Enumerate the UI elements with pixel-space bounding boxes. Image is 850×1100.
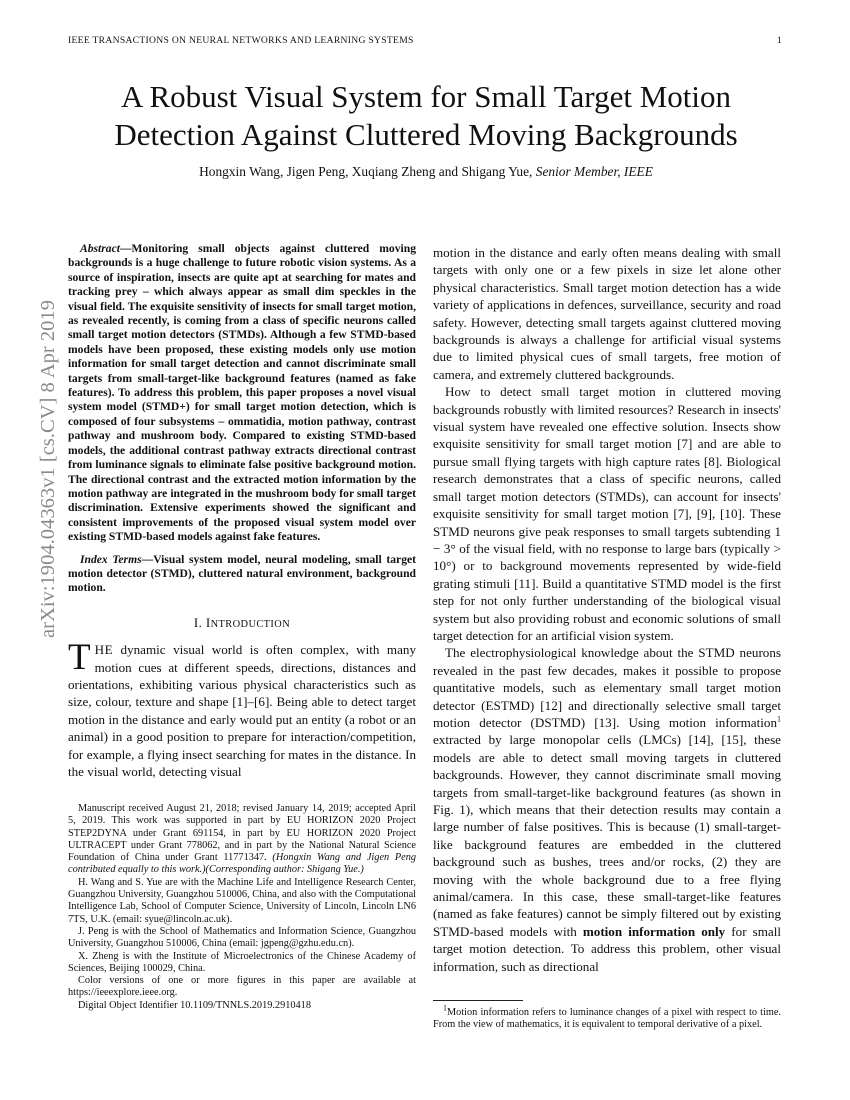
right-footnote: [433, 1000, 781, 1032]
arxiv-stamp-text: arXiv:1904.04363v1 [cs.CV] 8 Apr 2019: [37, 300, 59, 638]
index-terms-text: —Visual system model, neural modeling, small target motion detector (STMD), cluttered natural environment, background motion.: [68, 552, 416, 595]
footnote-color-versions: Color versions of one or more figures in this paper are available at https://ieeexplore.ieee.org.: [68, 975, 416, 999]
right-p3-part-c: for small target motion detection. To address this problem, other visual information, such as directional: [433, 923, 781, 974]
footnote-rule: [433, 1000, 523, 1001]
footnote-manuscript-italic: (Hongxin Wang and Jigen Peng contributed equally to this work.)(Corresponding author: Shigang Yue.): [68, 852, 416, 876]
footnote-manuscript-text: Manuscript received August 21, 2018; revised January 14, 2019; accepted April 5, 2019. This work was supported in part by EU HORIZON 2020 Project STEP2DYNA under Grant 691154, in part by EU HORIZON 2020 Project ULTRACEPT under Grant 778062, and in part by the National Natural Science Foundation of China under Grant 11771347.: [68, 803, 416, 864]
abstract-text: —Monitoring small objects against cluttered moving backgrounds is a huge challenge to future robotic vision systems. As a source of inspiration, insects are quite apt at searching for mates and tracking prey – which always appear as small dim speckles in the visual field. The exquisite sensitivity of insects for small target motion, as revealed recently, is coming from a class of specific neurons called small target motion detectors (STMDs). Although a few STMD-based models have been proposed, these existing models only use motion information for small target detection and cannot discriminate small targets from small-target-like background features (named as fake features). To address this problem, this paper proposes a novel visual system model (STMD+) for small target motion detection, which is composed of four subsystems – ommatidia, motion pathway, contrast pathway and mushroom body. Compared to existing STMD-based models, the additional contrast pathway extracts directional contrast from luminance signals to eliminate false positive background motion. The directional contrast and the extracted motion information by the motion pathway are integrated in the mushroom body for small target discrimination. Extensive experiments showed the significant and consistent improvements of the proposed visual system model over existing STMD-based models against fake features.: [68, 242, 416, 544]
section-number: I.: [193, 614, 206, 630]
section-title-cap: I: [205, 614, 211, 630]
footnote-1: [433, 1003, 781, 1032]
right-paragraph-2: How to detect small target motion in cluttered moving backgrounds robustly with limited resources? Research in insects' visual system have revealed one effective solution. Insects show exquisite sensitivity for small target motion [7] and are able to pursue small flying targets with high capture rates [8]. Biological research demonstrates that a class of specific neurons, called small target motion detectors (STMDs), can account for insects' exquisite sensitivity for small target motion [7], [9], [10]. These STMD neurons give peak responses to small targets subtending 1 − 3° of the visual field, with no response to large bars (typically > 10°) or to background movements represented by wide-field grating stimuli [11]. Build a quantitative STMD model is the first step for not only further understanding of the biological visual system but also providing robust and economic solutions of small target detection for an artificial vision system.: [433, 384, 781, 643]
left-column: [68, 242, 416, 780]
right-paragraph-3: [433, 644, 781, 975]
left-footnotes: [68, 803, 416, 1012]
journal-name: IEEE TRANSACTIONS ON NEURAL NETWORKS AND LEARNING SYSTEMS: [68, 35, 414, 46]
author-list: [68, 164, 784, 180]
footnote-1-text: Motion information refers to luminance changes of a pixel with respect to time. From the view of mathematics, it is equivalent to temporal derivative of a pixel.: [433, 1007, 781, 1031]
right-paragraph-1: motion in the distance and early often means dealing with small targets with only one or a few pixels in size let alone other physical characteristics. Small target motion detection has a wide variety of applications in defences, surveillance, security and road safety. However, detecting small targets against cluttered moving backgrounds is always a challenge for artificial visual systems due to limited physical cues of small targets, free motion of camera, and extremely cluttered backgrounds.: [433, 245, 781, 382]
right-p3-part-b: extracted by large monopolar cells (LMCs) [14], [15], these models are able to detect small moving targets in cluttered backgrounds. However, they cannot discriminate small moving targets from small-target-like background features (as shown in Fig. 1), which means that their detection results may contain a large number of false positives. This is because (1) small-target-like background features are embedded in the cluttered background such as bushes, trees and/or rocks, (2) they are moving with the whole background due to a free flying animal/camera. In this case, these small-target-like features (named as fake features) cannot be simply filtered out by existing STMD-based models with: [433, 732, 781, 939]
section-heading-introduction: [68, 614, 416, 633]
abstract-label: Abstract: [80, 242, 120, 255]
right-p3-part-a: The electrophysiological knowledge about the STMD neurons revealed in the past few decades, makes it possible to propose quantitative models, such as elementary small target motion detector (ESTMD) [12] and directionally selective small target motion detector (DSTMD) [13]. Using motion information: [433, 645, 781, 730]
running-head: [68, 35, 782, 46]
right-column: [433, 244, 781, 975]
dropcap: T: [68, 637, 91, 679]
right-p3-bold: motion information only: [582, 923, 726, 939]
footnote-affiliation-2: J. Peng is with the School of Mathematics and Information Science, Guangzhou University, Guangzhou 510006, China (email: jgpeng@gzhu.edu.cn).: [68, 925, 416, 950]
title-line-2: Detection Against Cluttered Moving Backgrounds: [114, 117, 738, 152]
footnote-affiliation-3: X. Zheng is with the Institute of Microelectronics of the Chinese Academy of Sciences, Beijing 100029, China.: [68, 950, 416, 974]
footnote-marker: 1: [777, 714, 781, 724]
author-names: Hongxin Wang, Jigen Peng, Xuqiang Zheng and Shigang Yue,: [199, 164, 533, 179]
title-line-1: A Robust Visual System for Small Target Motion: [121, 79, 731, 114]
section-title-rest: NTRODUCTION: [210, 618, 291, 630]
footnote-affiliation-1: H. Wang and S. Yue are with the Machine Life and Intelligence Research Center, Guangzhou University, Guangzhou 510006, China, and also with the Computational Intelligence Lab, School of Computer Science, University of Lincoln, Lincoln LN6 7TS, U.K. (email: syue@lincoln.ac.uk).: [68, 876, 416, 925]
index-terms-label: Index Terms: [80, 552, 142, 566]
arxiv-stamp-svg: [34, 300, 64, 650]
footnote-doi: Digital Object Identifier 10.1109/TNNLS.2019.2910418: [78, 999, 311, 1011]
author-membership: Senior Member, IEEE: [535, 164, 653, 179]
index-terms: [68, 553, 416, 596]
page-number: 1: [776, 35, 782, 46]
paper-title: [68, 78, 784, 154]
footnote-manuscript: [68, 803, 416, 877]
intro-first-word: HE: [94, 642, 114, 658]
footnote-1-marker: 1: [443, 1003, 447, 1013]
intro-paragraph-1: [68, 637, 416, 780]
arxiv-stamp[interactable]: [34, 300, 64, 650]
intro-text: dynamic visual world is often complex, with many motion cues at different speeds, directions, distances and orientations, exhibiting various physical characteristics such as size, colour, texture and shape [1]–[6]. Being able to detect target motion in the distance and early would put an entity (a robot or an animal) in a good position to prepare for interaction/competition, for example, a flying insect searching for mates in the distance. In the visual world, detecting visual: [68, 642, 416, 779]
abstract: [68, 242, 416, 545]
